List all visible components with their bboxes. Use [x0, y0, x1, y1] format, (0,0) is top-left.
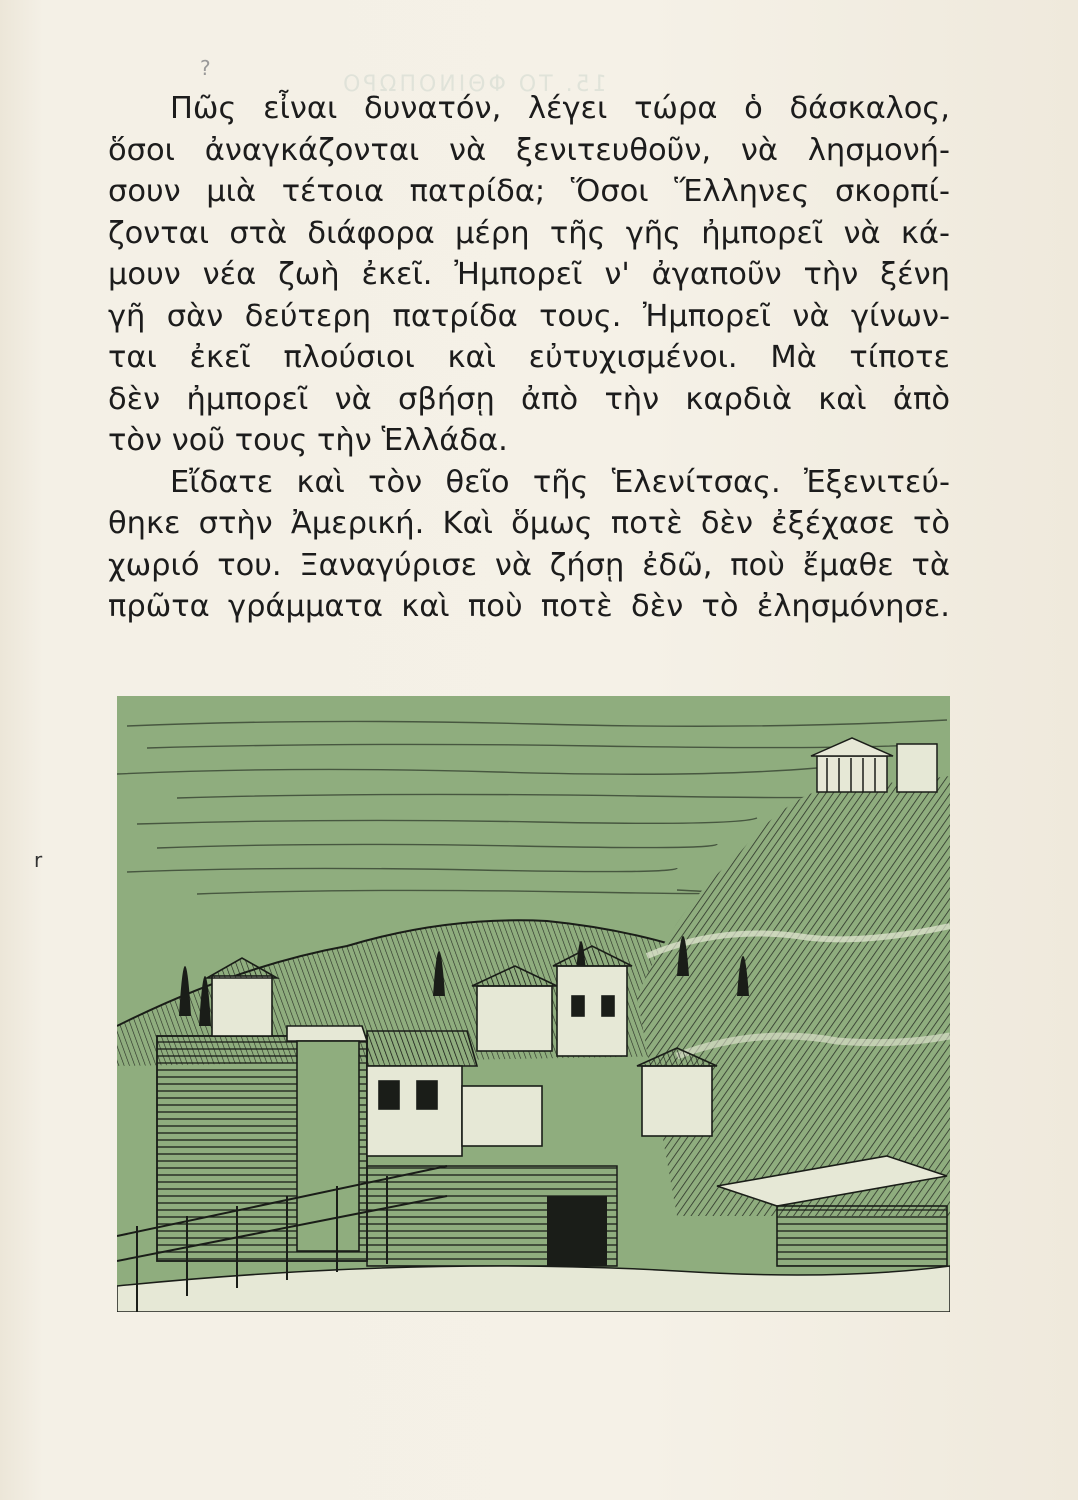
- text-line: δὲν ἠμπορεῖ νὰ σβήσῃ ἀπὸ τὴν καρδιὰ καὶ ἀπὸ: [108, 381, 950, 417]
- text-line: Πῶς εἶναι δυνατόν, λέγει τώρα ὁ δάσκαλος,: [170, 91, 950, 126]
- margin-mark: r: [34, 848, 43, 872]
- text-line: ὅσοι ἀναγκάζονται νὰ ξενιτευθοῦν, νὰ λησμονή-: [108, 132, 950, 168]
- text-line: γῆ σὰν δεύτερη πατρίδα τους. Ἠμπορεῖ νὰ γίνων-: [108, 298, 950, 334]
- body-text: [108, 88, 950, 628]
- text-line: χωριό του. Ξαναγύρισε νὰ ζήσῃ ἐδῶ, ποὺ ἔμαθε τὰ: [108, 547, 950, 583]
- text-line: πρῶτα γράμματα καὶ ποὺ ποτὲ δὲν τὸ ἐλησμόνησε.: [108, 589, 950, 624]
- text-line: μουν νέα ζωὴ ἐκεῖ. Ἠμπορεῖ ν' ἀγαποῦν τὴν ξένη: [108, 257, 950, 292]
- text-line: σουν μιὰ τέτοια πατρίδα; Ὅσοι Ἕλληνες σκορπί-: [108, 174, 950, 209]
- paragraph-2: [108, 462, 950, 628]
- text-line: τὸν νοῦ τους τὴν Ἑλλάδα.: [108, 423, 508, 458]
- text-line: ζονται στὰ διάφορα μέρη τῆς γῆς ἠμπορεῖ νὰ κά-: [108, 215, 950, 251]
- text-line: Εἴδατε καὶ τὸν θεῖο τῆς Ἑλενίτσας. Ἐξενιτεύ-: [170, 464, 950, 500]
- landscape-illustration: [117, 696, 950, 1312]
- illustration-svg: [117, 696, 950, 1312]
- text-line: θηκε στὴν Ἀμερική. Καὶ ὅμως ποτὲ δὲν ἐξέχασε τὸ: [108, 506, 950, 541]
- dark-passage: [547, 1196, 607, 1266]
- paragraph-1: [108, 88, 950, 462]
- margin-mark-top: ?: [200, 56, 211, 80]
- text-line: ται ἐκεῖ πλούσιοι καὶ εὐτυχισμένοι. Μὰ τίποτε: [108, 340, 950, 375]
- bleed-through-header: 15. ΤΟ ΦΘΙΝΟΠΩΡΟ: [340, 72, 607, 97]
